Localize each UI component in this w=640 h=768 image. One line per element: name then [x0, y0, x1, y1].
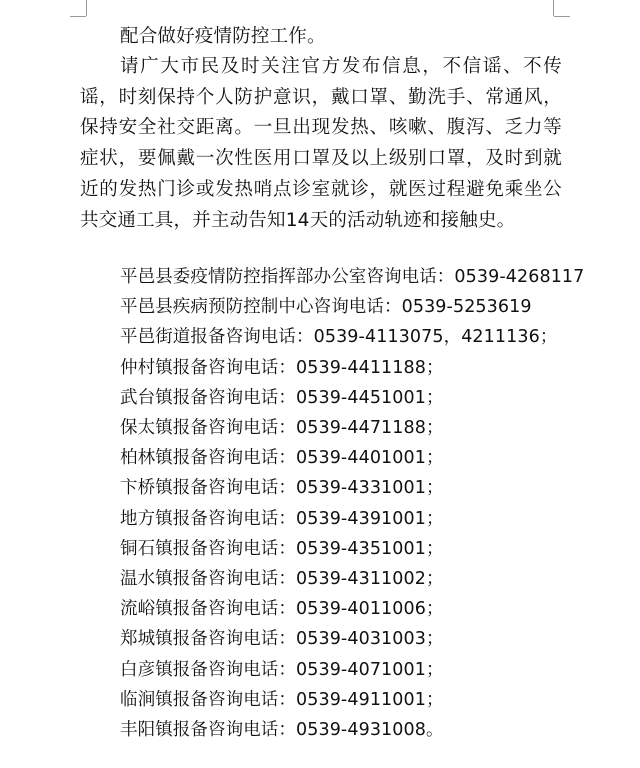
contact-line: [120, 685, 584, 715]
line-end-punctuation: ；: [426, 629, 444, 650]
line-end-punctuation: ；: [426, 508, 444, 529]
contact-line: [120, 292, 584, 322]
phone-number: 0539-4351001: [296, 538, 426, 559]
contact-label: 卞桥镇报备咨询电话：: [120, 478, 296, 499]
contact-label: 保太镇报备咨询电话：: [120, 418, 296, 439]
contact-label: 武台镇报备咨询电话：: [120, 387, 296, 408]
line-end-punctuation: ；: [426, 689, 444, 710]
contact-label: 临涧镇报备咨询电话：: [120, 689, 296, 710]
contact-label: 郑城镇报备咨询电话：: [120, 629, 296, 650]
phone-number: 0539-4011006: [296, 599, 426, 620]
contact-line: [120, 383, 584, 413]
contact-line: [120, 322, 584, 352]
contact-label: 铜石镇报备咨询电话：: [120, 538, 296, 559]
contact-label: 白彦镇报备咨询电话：: [120, 659, 296, 680]
phone-number: 0539-4113075，4211136: [313, 327, 540, 348]
line-end-punctuation: 。: [426, 720, 444, 741]
intro-line: 配合做好疫情防控工作。: [120, 26, 326, 47]
contact-line: [120, 413, 584, 443]
contact-line: [120, 262, 584, 292]
line-end-punctuation: ；: [426, 387, 444, 408]
crop-mark-top-left-horizontal: [70, 16, 86, 17]
contact-label: 平邑县疾病预防控制中心咨询电话：: [120, 297, 402, 318]
line-end-punctuation: ；: [426, 569, 444, 590]
contact-line: [120, 655, 584, 685]
phone-number: 0539-4471188: [296, 418, 426, 439]
crop-mark-top-right-horizontal: [554, 16, 570, 17]
phone-number: 0539-4451001: [296, 387, 426, 408]
line-end-punctuation: ；: [426, 659, 444, 680]
phone-number: 0539-4391001: [296, 508, 426, 529]
phone-number: 0539-4031003: [296, 629, 426, 650]
line-end-punctuation: ；: [426, 357, 444, 378]
contact-line: [120, 504, 584, 534]
phone-number: 0539-4931008: [296, 720, 426, 741]
contact-line: [120, 353, 584, 383]
phone-number: 0539-4411188: [296, 357, 426, 378]
contact-line: [120, 473, 584, 503]
line-end-punctuation: ；: [426, 478, 444, 499]
contact-line: [120, 715, 584, 745]
line-end-punctuation: ；: [426, 448, 444, 469]
line-end-punctuation: ；: [426, 418, 444, 439]
contact-label: 丰阳镇报备咨询电话：: [120, 720, 296, 741]
contact-line: [120, 564, 584, 594]
line-end-punctuation: ；: [539, 327, 558, 348]
contact-label: 仲村镇报备咨询电话：: [120, 357, 296, 378]
contact-label: 温水镇报备咨询电话：: [120, 569, 296, 590]
phone-number: 0539-4401001: [296, 448, 426, 469]
phone-number: 0539-4911001: [296, 689, 426, 710]
phone-number: 0539-4331001: [296, 478, 426, 499]
phone-number: 0539-4268117: [454, 267, 585, 287]
advice-paragraph: 请广大市民及时关注官方发布信息，不信谣、不传谣，时刻保持个人防护意识，戴口罩、勤洗手、常通风，保持安全社交距离。一旦出现发热、咳嗽、腹泻、乏力等症状，要佩戴一次性医用口罩及以上级别口罩，及时到就近的发热门诊或发热哨点诊室就诊，就医过程避免乘坐公共交通工具，并主动告知14天的活动轨迹和接触史。: [80, 56, 562, 231]
crop-mark-top-right: [553, 0, 554, 16]
contact-label: 流峪镇报备咨询电话：: [120, 599, 296, 620]
phone-number: 0539-5253619: [401, 297, 532, 318]
contact-label: 地方镇报备咨询电话：: [120, 508, 296, 529]
contact-label: 平邑县委疫情防控指挥部办公室咨询电话：: [120, 267, 455, 287]
contact-line: [120, 624, 584, 654]
crop-mark-top-left: [86, 0, 87, 16]
contact-line: [120, 534, 584, 564]
contact-label: 柏林镇报备咨询电话：: [120, 448, 296, 469]
contact-line: [120, 443, 584, 473]
contact-label: 平邑街道报备咨询电话：: [120, 327, 314, 348]
phone-number: 0539-4311002: [296, 569, 426, 590]
contact-line: [120, 594, 584, 624]
contact-list: [120, 262, 584, 745]
line-end-punctuation: ；: [426, 599, 444, 620]
phone-number: 0539-4071001: [296, 659, 426, 680]
line-end-punctuation: ；: [426, 538, 444, 559]
